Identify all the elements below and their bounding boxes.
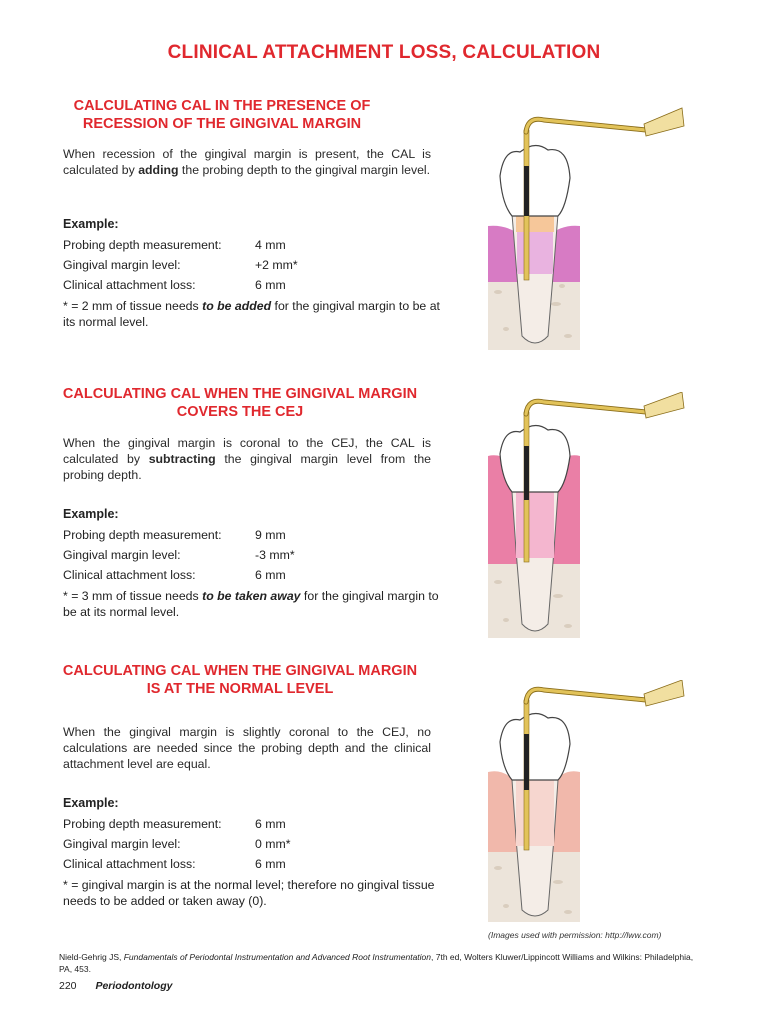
probe-figure-recession [486, 104, 686, 352]
tooth-crown [500, 713, 570, 780]
example-row: Probing depth measurement: 9 mm [63, 528, 286, 542]
footnote: * = 3 mm of tissue needs to be taken away for the gingival margin to be at its normal level. [63, 589, 439, 619]
probe-figure-normal-level [486, 680, 686, 924]
probe-handle [644, 108, 684, 136]
probe-figure-covers-cej [486, 392, 686, 640]
tooth-crown [500, 145, 570, 216]
recession-band [516, 216, 554, 232]
example-row: Gingival margin level: -3 mm* [63, 548, 295, 562]
section-paragraph: When the gingival margin is slightly coronal to the CEJ, no calculations are needed since the probing depth and the clinical attachment level are equal. [63, 725, 431, 771]
section-heading: CALCULATING CAL WHEN THE GINGIVAL MARGIN IS AT THE NORMAL LEVEL [62, 663, 418, 697]
section-paragraph: When recession of the gingival margin is present, the CAL is calculated by adding the probing depth to the gingival margin level. [63, 147, 431, 177]
example-row: Clinical attachment loss: 6 mm [63, 568, 286, 582]
book-title: Periodontology [95, 980, 173, 992]
probe-marking [524, 734, 529, 790]
probe-marking [524, 446, 529, 500]
page-title: CLINICAL ATTACHMENT LOSS, CALCULATION [167, 42, 601, 63]
reference: Nield-Gehrig JS, Fundamentals of Periodontal Instrumentation and Advanced Root Instrumentation, 7th ed, Wolters Kluwer/Lippincott Williams and Wilkins: Philadelphia, PA, 453. [59, 952, 694, 974]
probe-handle [644, 680, 684, 706]
footnote: * = 2 mm of tissue needs to be added for the gingival margin to be at its normal level. [63, 299, 440, 329]
page-number: 220 [59, 980, 77, 992]
example-label: Example: [63, 217, 119, 231]
tooth-crown [500, 425, 570, 492]
section-heading: CALCULATING CAL WHEN THE GINGIVAL MARGIN COVERS THE CEJ [62, 386, 418, 420]
example-row: Gingival margin level: +2 mm* [63, 258, 298, 272]
probe-marking [524, 166, 529, 216]
example-label: Example: [63, 507, 119, 521]
sulcus [517, 232, 553, 274]
sulcus [516, 780, 554, 846]
footnote: * = gingival margin is at the normal level; therefore no gingival tissue needs to be added or taken away (0). [63, 878, 435, 908]
example-label: Example: [63, 796, 119, 810]
example-row: Gingival margin level: 0 mm* [63, 837, 291, 851]
example-row: Clinical attachment loss: 6 mm [63, 857, 286, 871]
section-heading: CALCULATING CAL IN THE PRESENCE OF RECESSION OF THE GINGIVAL MARGIN [73, 98, 371, 132]
probe-handle [644, 392, 684, 418]
section-paragraph: When the gingival margin is coronal to the CEJ, the CAL is calculated by subtracting the gingival margin level from the probing depth. [63, 436, 431, 482]
example-row: Clinical attachment loss: 6 mm [63, 278, 286, 292]
image-credit: (Images used with permission: http://lww.com) [488, 930, 662, 940]
example-row: Probing depth measurement: 6 mm [63, 817, 286, 831]
example-row: Probing depth measurement: 4 mm [63, 238, 286, 252]
page-footer [59, 980, 172, 992]
sulcus [516, 492, 554, 558]
